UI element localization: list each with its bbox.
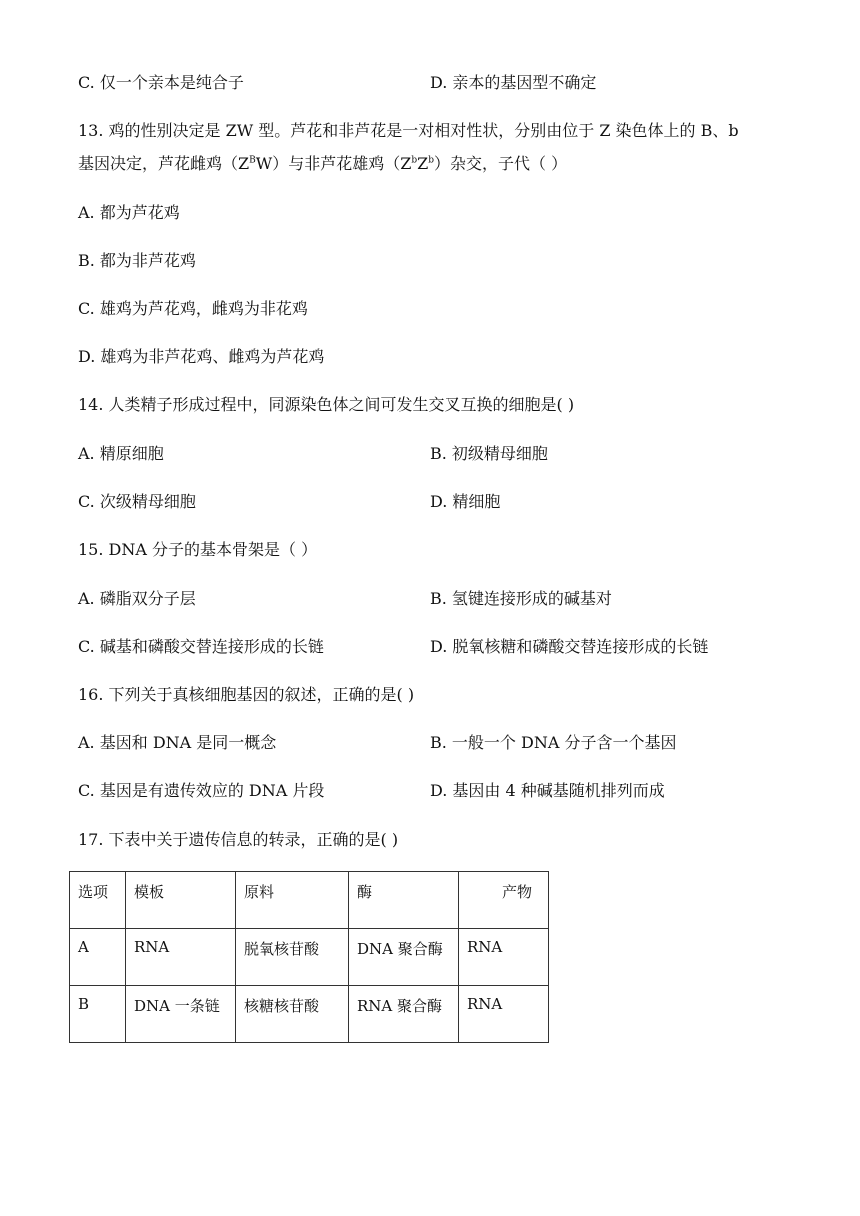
table-cell: RNA 聚合酶 [349, 986, 459, 1043]
q14-option-a: A. 精原细胞 [78, 444, 164, 463]
table-cell: A [70, 929, 126, 986]
table-header-cell: 产物 [459, 872, 549, 929]
q15-option-b: B. 氢键连接形成的碱基对 [430, 589, 612, 608]
q16-stem: 16. 下列关于真核细胞基因的叙述，正确的是( ) [78, 685, 415, 704]
q16-option-a: A. 基因和 DNA 是同一概念 [78, 733, 277, 752]
table-cell: RNA [459, 986, 549, 1043]
q14-option-c: C. 次级精母细胞 [78, 492, 196, 511]
table-row [70, 929, 549, 986]
q13-stem-part: ）杂交，子代（ ） [433, 154, 568, 173]
table-cell: 核糖核苷酸 [236, 986, 349, 1043]
table-cell: B [70, 986, 126, 1043]
q14-stem: 14. 人类精子形成过程中，同源染色体之间可发生交叉互换的细胞是( ) [78, 395, 575, 414]
q12-option-c: C. 仅一个亲本是纯合子 [78, 73, 244, 92]
table-header-cell: 酶 [349, 872, 459, 929]
table-row [70, 986, 549, 1043]
q13-stem-line1: 13. 鸡的性别决定是 ZW 型。芦花和非芦花是一对相对性状，分别由位于 Z 染色体上的 B、b [78, 121, 739, 140]
q16-option-d: D. 基因由 4 种碱基随机排列而成 [430, 781, 665, 800]
table-cell: 脱氧核苷酸 [236, 929, 349, 986]
table-cell: RNA [459, 929, 549, 986]
q15-stem: 15. DNA 分子的基本骨架是（ ） [78, 540, 318, 559]
table-header-cell: 选项 [70, 872, 126, 929]
superscript-b: b [411, 155, 418, 166]
q17-stem: 17. 下表中关于遗传信息的转录，正确的是( ) [78, 830, 399, 849]
q13-stem-line2 [78, 153, 567, 175]
q14-option-b: B. 初级精母细胞 [430, 444, 548, 463]
q14-option-d: D. 精细胞 [430, 492, 501, 511]
table-header-row [70, 872, 549, 929]
q16-option-c: C. 基因是有遗传效应的 DNA 片段 [78, 781, 325, 800]
superscript-b: b [428, 155, 434, 166]
q15-option-a: A. 磷脂双分子层 [78, 589, 196, 608]
table-header-cell: 原料 [236, 872, 349, 929]
transcription-table [69, 871, 549, 1043]
q13-stem-part: 基因决定，芦花雌鸡（Z [78, 154, 250, 173]
q15-option-c: C. 碱基和磷酸交替连接形成的长链 [78, 637, 324, 656]
q15-option-d: D. 脱氧核糖和磷酸交替连接形成的长链 [430, 637, 709, 656]
table-header-cell: 模板 [126, 872, 236, 929]
q12-option-d: D. 亲本的基因型不确定 [430, 73, 597, 92]
table-cell: DNA 一条链 [126, 986, 236, 1043]
q13-stem-part: W）与非芦花雄鸡（Z [255, 154, 412, 173]
q16-option-b: B. 一般一个 DNA 分子含一个基因 [430, 733, 677, 752]
q13-option-b: B. 都为非芦花鸡 [78, 251, 196, 270]
q13-stem-part: Z [417, 154, 429, 173]
q13-option-d: D. 雄鸡为非芦花鸡、雌鸡为芦花鸡 [78, 347, 325, 366]
q13-option-c: C. 雄鸡为芦花鸡，雌鸡为非花鸡 [78, 299, 308, 318]
table-cell: RNA [126, 929, 236, 986]
q13-option-a: A. 都为芦花鸡 [78, 203, 180, 222]
superscript-B: B [249, 155, 256, 166]
table-cell: DNA 聚合酶 [349, 929, 459, 986]
